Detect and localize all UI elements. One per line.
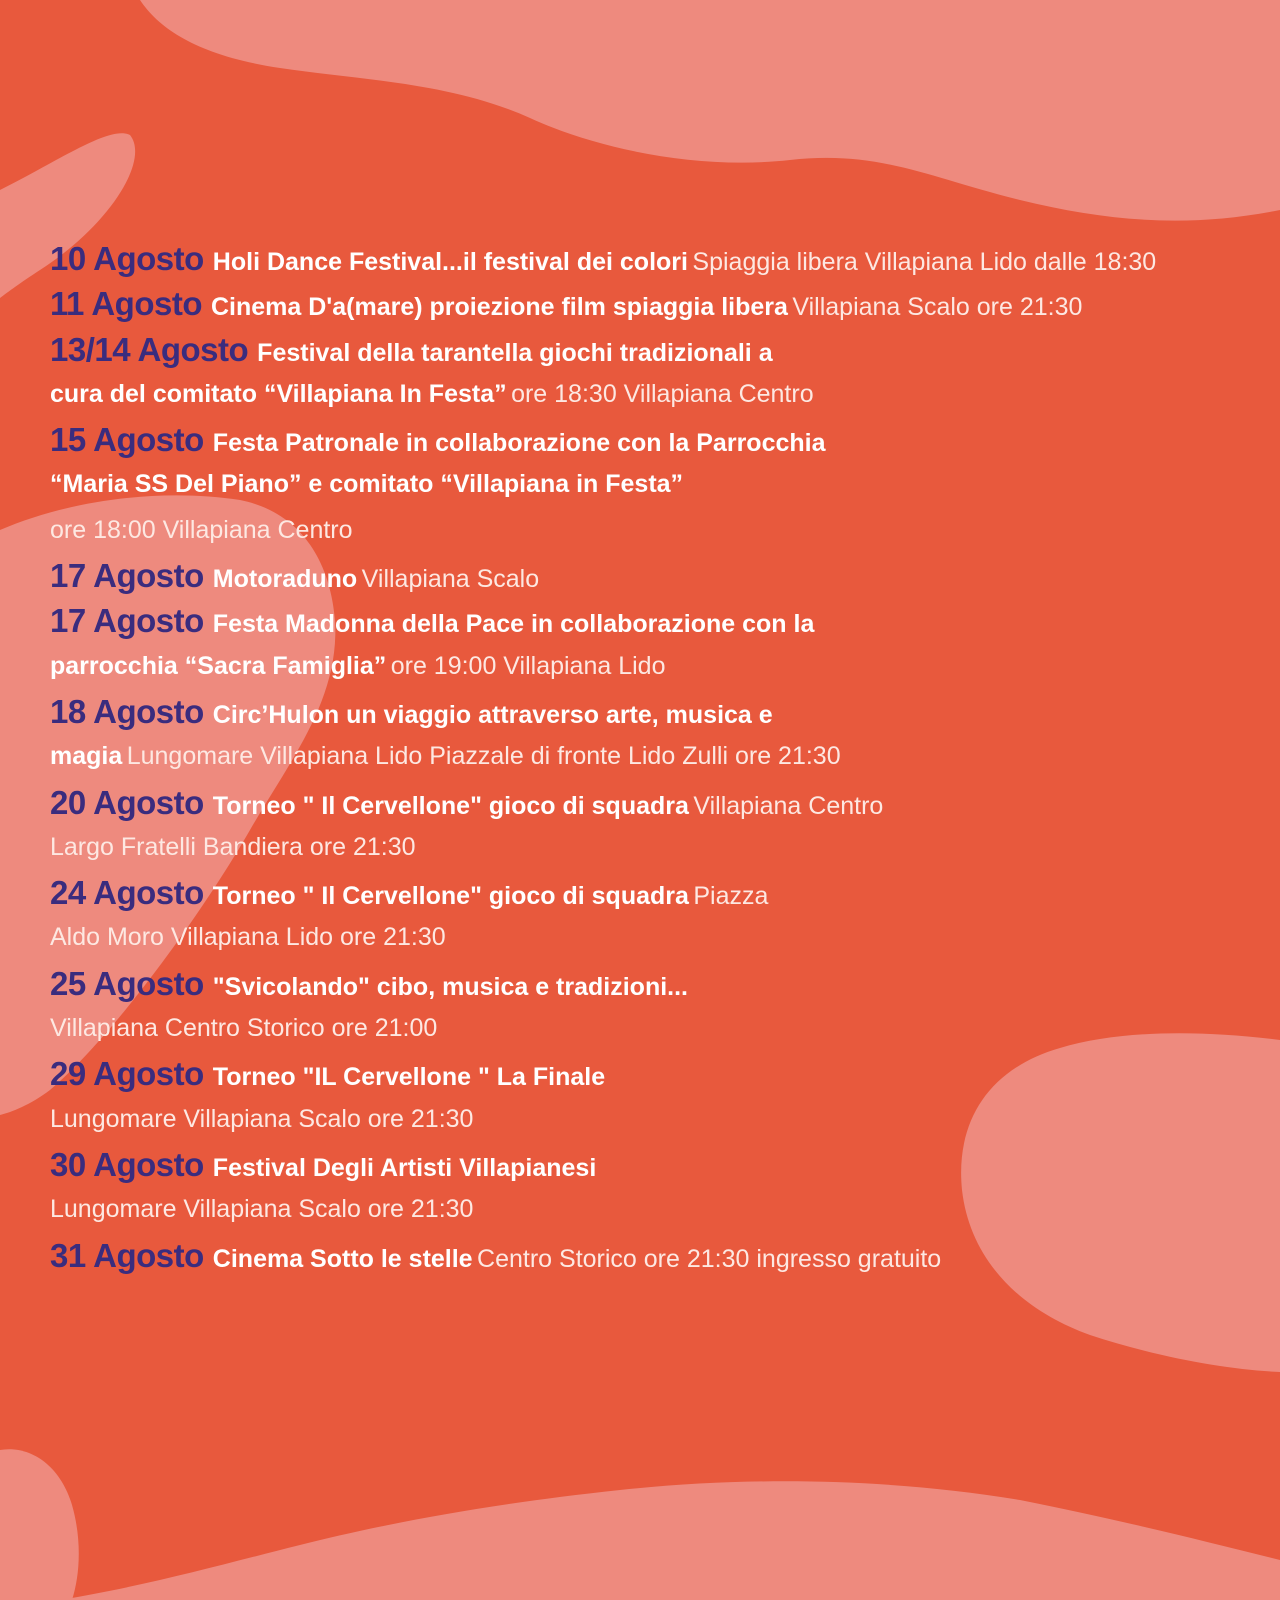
event-item <box>50 1233 1250 1278</box>
event-line <box>50 644 1250 689</box>
event-line <box>50 598 1250 643</box>
event-item <box>50 870 1250 961</box>
event-title-continued: “Maria SS Del Piano” e comitato “Villapiana in Festa” <box>50 470 684 499</box>
event-location-continued: Largo Fratelli Bandiera ore 21:30 <box>50 832 416 861</box>
event-title: Festa Patronale in collaborazione con la Parrocchia <box>212 429 826 458</box>
event-title: Torneo "IL Cervellone " La Finale <box>212 1063 606 1092</box>
event-location: Villapiana Centro <box>693 791 884 820</box>
event-line <box>50 1006 1250 1051</box>
event-date: 18 Agosto <box>50 692 204 730</box>
event-date: 20 Agosto <box>50 783 204 821</box>
event-date: 25 Agosto <box>50 964 204 1002</box>
event-line <box>50 462 1250 507</box>
event-location: Villapiana Scalo <box>361 565 540 594</box>
event-item <box>50 1051 1250 1142</box>
event-title: Motoraduno <box>212 565 358 594</box>
event-date: 11 Agosto <box>50 285 202 323</box>
event-title: Cinema Sotto le stelle <box>212 1244 473 1273</box>
blob-bottom-left <box>0 1449 79 1600</box>
event-program-list <box>50 236 1250 1278</box>
event-date: 13/14 Agosto <box>50 330 249 368</box>
event-line <box>50 1233 1250 1278</box>
event-date: 17 Agosto <box>50 557 204 595</box>
event-location: Centro Storico ore 21:30 ingresso gratuito <box>477 1244 942 1273</box>
event-date: 24 Agosto <box>50 874 204 912</box>
event-line <box>50 780 1250 825</box>
event-line <box>50 1051 1250 1096</box>
event-item <box>50 236 1250 281</box>
event-date: 10 Agosto <box>50 240 204 277</box>
event-item <box>50 417 1250 553</box>
event-title: Festival Degli Artisti Villapianesi <box>212 1153 597 1182</box>
event-title: Torneo " Il Cervellone" gioco di squadra <box>212 791 689 820</box>
event-item <box>50 1142 1250 1233</box>
event-title: "Svicolando" cibo, musica e tradizioni... <box>212 972 688 1001</box>
event-title: Cinema D'a(mare) proiezione film spiaggia libera <box>210 293 788 322</box>
blob-bottom <box>60 1481 1280 1600</box>
event-location: Villapiana Scalo ore 21:30 <box>792 293 1083 322</box>
event-item <box>50 281 1250 326</box>
event-line <box>50 734 1250 779</box>
event-item <box>50 327 1250 418</box>
event-line <box>50 961 1250 1006</box>
event-date: 17 Agosto <box>50 602 204 640</box>
event-line <box>50 689 1250 734</box>
event-title-continued: cura del comitato “Villapiana In Festa” <box>50 379 507 408</box>
event-location: Piazza <box>693 882 769 911</box>
event-item <box>50 553 1250 598</box>
event-title-continued: parrocchia “Sacra Famiglia” <box>50 651 387 680</box>
event-line <box>50 327 1250 372</box>
event-line <box>50 417 1250 462</box>
event-title: Holi Dance Festival...il festival dei colori <box>212 248 688 276</box>
event-location-continued: Lungomare Villapiana Scalo ore 21:30 <box>50 1104 474 1133</box>
event-location-continued: Villapiana Centro Storico ore 21:00 <box>50 1014 438 1043</box>
event-item <box>50 689 1250 780</box>
event-title: Festival della tarantella giochi tradizionali a <box>257 338 773 367</box>
event-location: ore 18:00 Villapiana Centro <box>50 515 353 544</box>
event-date: 30 Agosto <box>50 1145 204 1183</box>
event-location: ore 18:30 Villapiana Centro <box>511 379 814 408</box>
event-title: Torneo " Il Cervellone" gioco di squadra <box>212 882 689 911</box>
event-line <box>50 281 1250 326</box>
event-line <box>50 236 1250 281</box>
event-date: 29 Agosto <box>50 1055 204 1093</box>
event-item <box>50 961 1250 1052</box>
event-item <box>50 598 1250 689</box>
event-date: 31 Agosto <box>50 1236 204 1274</box>
event-title: Circ’Hulon un viaggio attraverso arte, musica e <box>212 700 773 729</box>
event-line <box>50 825 1250 870</box>
event-location: Spiaggia libera Villapiana Lido dalle 18:30 <box>692 248 1157 276</box>
event-line <box>50 1187 1250 1232</box>
event-line <box>50 1097 1250 1142</box>
blob-top-right <box>140 0 1280 221</box>
event-date: 15 Agosto <box>50 421 204 459</box>
event-line <box>50 553 1250 598</box>
event-item <box>50 780 1250 871</box>
event-line <box>50 372 1250 417</box>
event-location: ore 19:00 Villapiana Lido <box>390 651 666 680</box>
event-location: Lungomare Villapiana Lido Piazzale di fronte Lido Zulli ore 21:30 <box>126 742 841 771</box>
event-location-continued: Aldo Moro Villapiana Lido ore 21:30 <box>50 923 446 952</box>
event-title-continued: magia <box>50 742 123 771</box>
event-location-continued: Lungomare Villapiana Scalo ore 21:30 <box>50 1195 474 1224</box>
event-line <box>50 508 1250 553</box>
event-title: Festa Madonna della Pace in collaborazione con la <box>212 610 815 639</box>
event-line <box>50 915 1250 960</box>
event-line <box>50 1142 1250 1187</box>
event-line <box>50 870 1250 915</box>
